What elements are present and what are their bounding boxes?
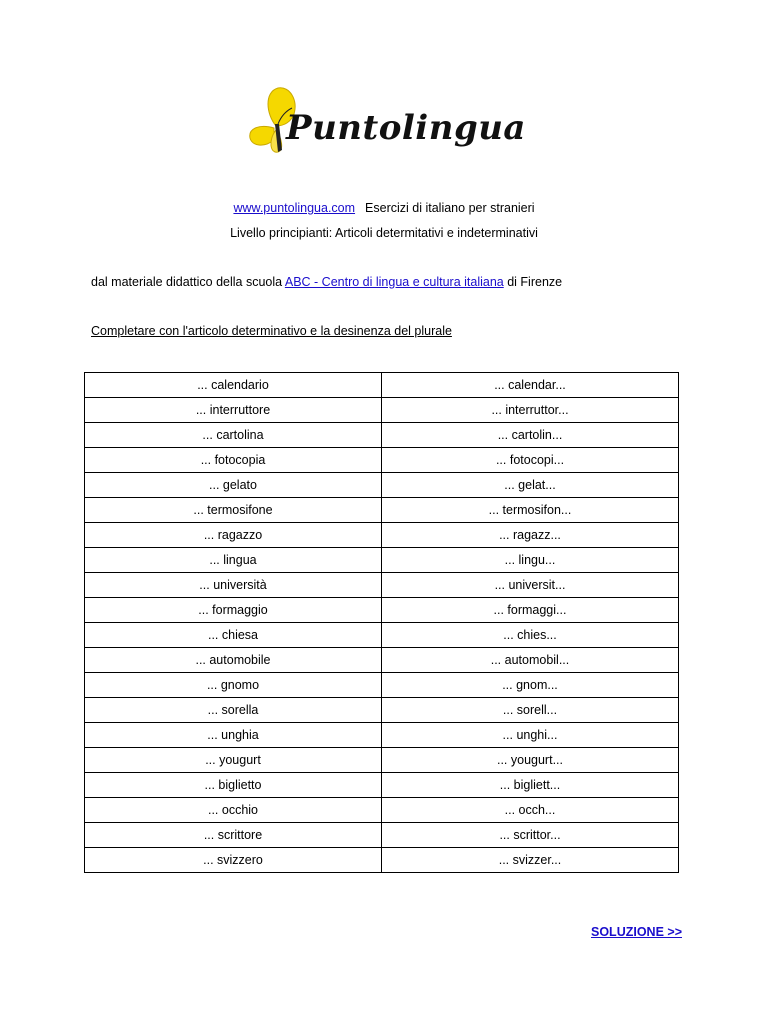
plural-cell: ... sorell... xyxy=(382,698,679,723)
plural-cell: ... formaggi... xyxy=(382,598,679,623)
table-row xyxy=(85,823,679,848)
singular-cell: ... scrittore xyxy=(85,823,382,848)
singular-cell: ... sorella xyxy=(85,698,382,723)
table-row xyxy=(85,773,679,798)
singular-cell: ... gnomo xyxy=(85,673,382,698)
singular-cell: ... biglietto xyxy=(85,773,382,798)
exercise-table xyxy=(84,372,679,873)
plural-cell: ... occh... xyxy=(382,798,679,823)
table-row xyxy=(85,648,679,673)
plural-cell: ... automobil... xyxy=(382,648,679,673)
singular-cell: ... termosifone xyxy=(85,498,382,523)
plural-cell: ... cartolin... xyxy=(382,423,679,448)
table-row xyxy=(85,698,679,723)
singular-cell: ... unghia xyxy=(85,723,382,748)
plural-cell: ... fotocopi... xyxy=(382,448,679,473)
table-row xyxy=(85,473,679,498)
plural-cell: ... unghi... xyxy=(382,723,679,748)
table-row xyxy=(85,448,679,473)
source-line xyxy=(91,275,562,289)
table-row xyxy=(85,373,679,398)
site-tagline: Esercizi di italiano per stranieri xyxy=(365,201,535,215)
singular-cell: ... università xyxy=(85,573,382,598)
singular-cell: ... chiesa xyxy=(85,623,382,648)
singular-cell: ... yougurt xyxy=(85,748,382,773)
singular-cell: ... gelato xyxy=(85,473,382,498)
singular-cell: ... interruttore xyxy=(85,398,382,423)
table-row xyxy=(85,548,679,573)
table-row xyxy=(85,573,679,598)
plural-cell: ... yougurt... xyxy=(382,748,679,773)
puntolingua-logo xyxy=(246,84,536,174)
singular-cell: ... ragazzo xyxy=(85,523,382,548)
table-row xyxy=(85,423,679,448)
table-row xyxy=(85,398,679,423)
plural-cell: ... chies... xyxy=(382,623,679,648)
source-prefix: dal materiale didattico della scuola xyxy=(91,275,285,289)
singular-cell: ... occhio xyxy=(85,798,382,823)
site-header-line xyxy=(0,201,768,215)
plural-cell: ... gelat... xyxy=(382,473,679,498)
singular-cell: ... svizzero xyxy=(85,848,382,873)
singular-cell: ... calendario xyxy=(85,373,382,398)
school-link[interactable]: ABC - Centro di lingua e cultura italiana xyxy=(284,275,504,289)
table-row xyxy=(85,598,679,623)
singular-cell: ... lingua xyxy=(85,548,382,573)
exercise-instruction: Completare con l'articolo determinativo e la desinenza del plurale xyxy=(91,324,452,338)
singular-cell: ... formaggio xyxy=(85,598,382,623)
solution-link[interactable]: SOLUZIONE >> xyxy=(591,925,682,939)
logo-text: Puntolingua xyxy=(286,108,526,148)
table-row xyxy=(85,848,679,873)
table-row xyxy=(85,798,679,823)
table-row xyxy=(85,723,679,748)
table-row xyxy=(85,673,679,698)
plural-cell: ... bigliett... xyxy=(382,773,679,798)
plural-cell: ... calendar... xyxy=(382,373,679,398)
plural-cell: ... svizzer... xyxy=(382,848,679,873)
plural-cell: ... ragazz... xyxy=(382,523,679,548)
plural-cell: ... gnom... xyxy=(382,673,679,698)
plural-cell: ... universit... xyxy=(382,573,679,598)
singular-cell: ... automobile xyxy=(85,648,382,673)
table-row xyxy=(85,623,679,648)
table-row xyxy=(85,498,679,523)
site-link[interactable]: www.puntolingua.com xyxy=(233,201,356,215)
singular-cell: ... fotocopia xyxy=(85,448,382,473)
plural-cell: ... scrittor... xyxy=(382,823,679,848)
plural-cell: ... lingu... xyxy=(382,548,679,573)
source-suffix: di Firenze xyxy=(503,275,563,289)
table-row xyxy=(85,748,679,773)
singular-cell: ... cartolina xyxy=(85,423,382,448)
plural-cell: ... termosifon... xyxy=(382,498,679,523)
level-title: Livello principianti: Articoli determitativi e indeterminativi xyxy=(230,226,538,240)
plural-cell: ... interruttor... xyxy=(382,398,679,423)
table-row xyxy=(85,523,679,548)
